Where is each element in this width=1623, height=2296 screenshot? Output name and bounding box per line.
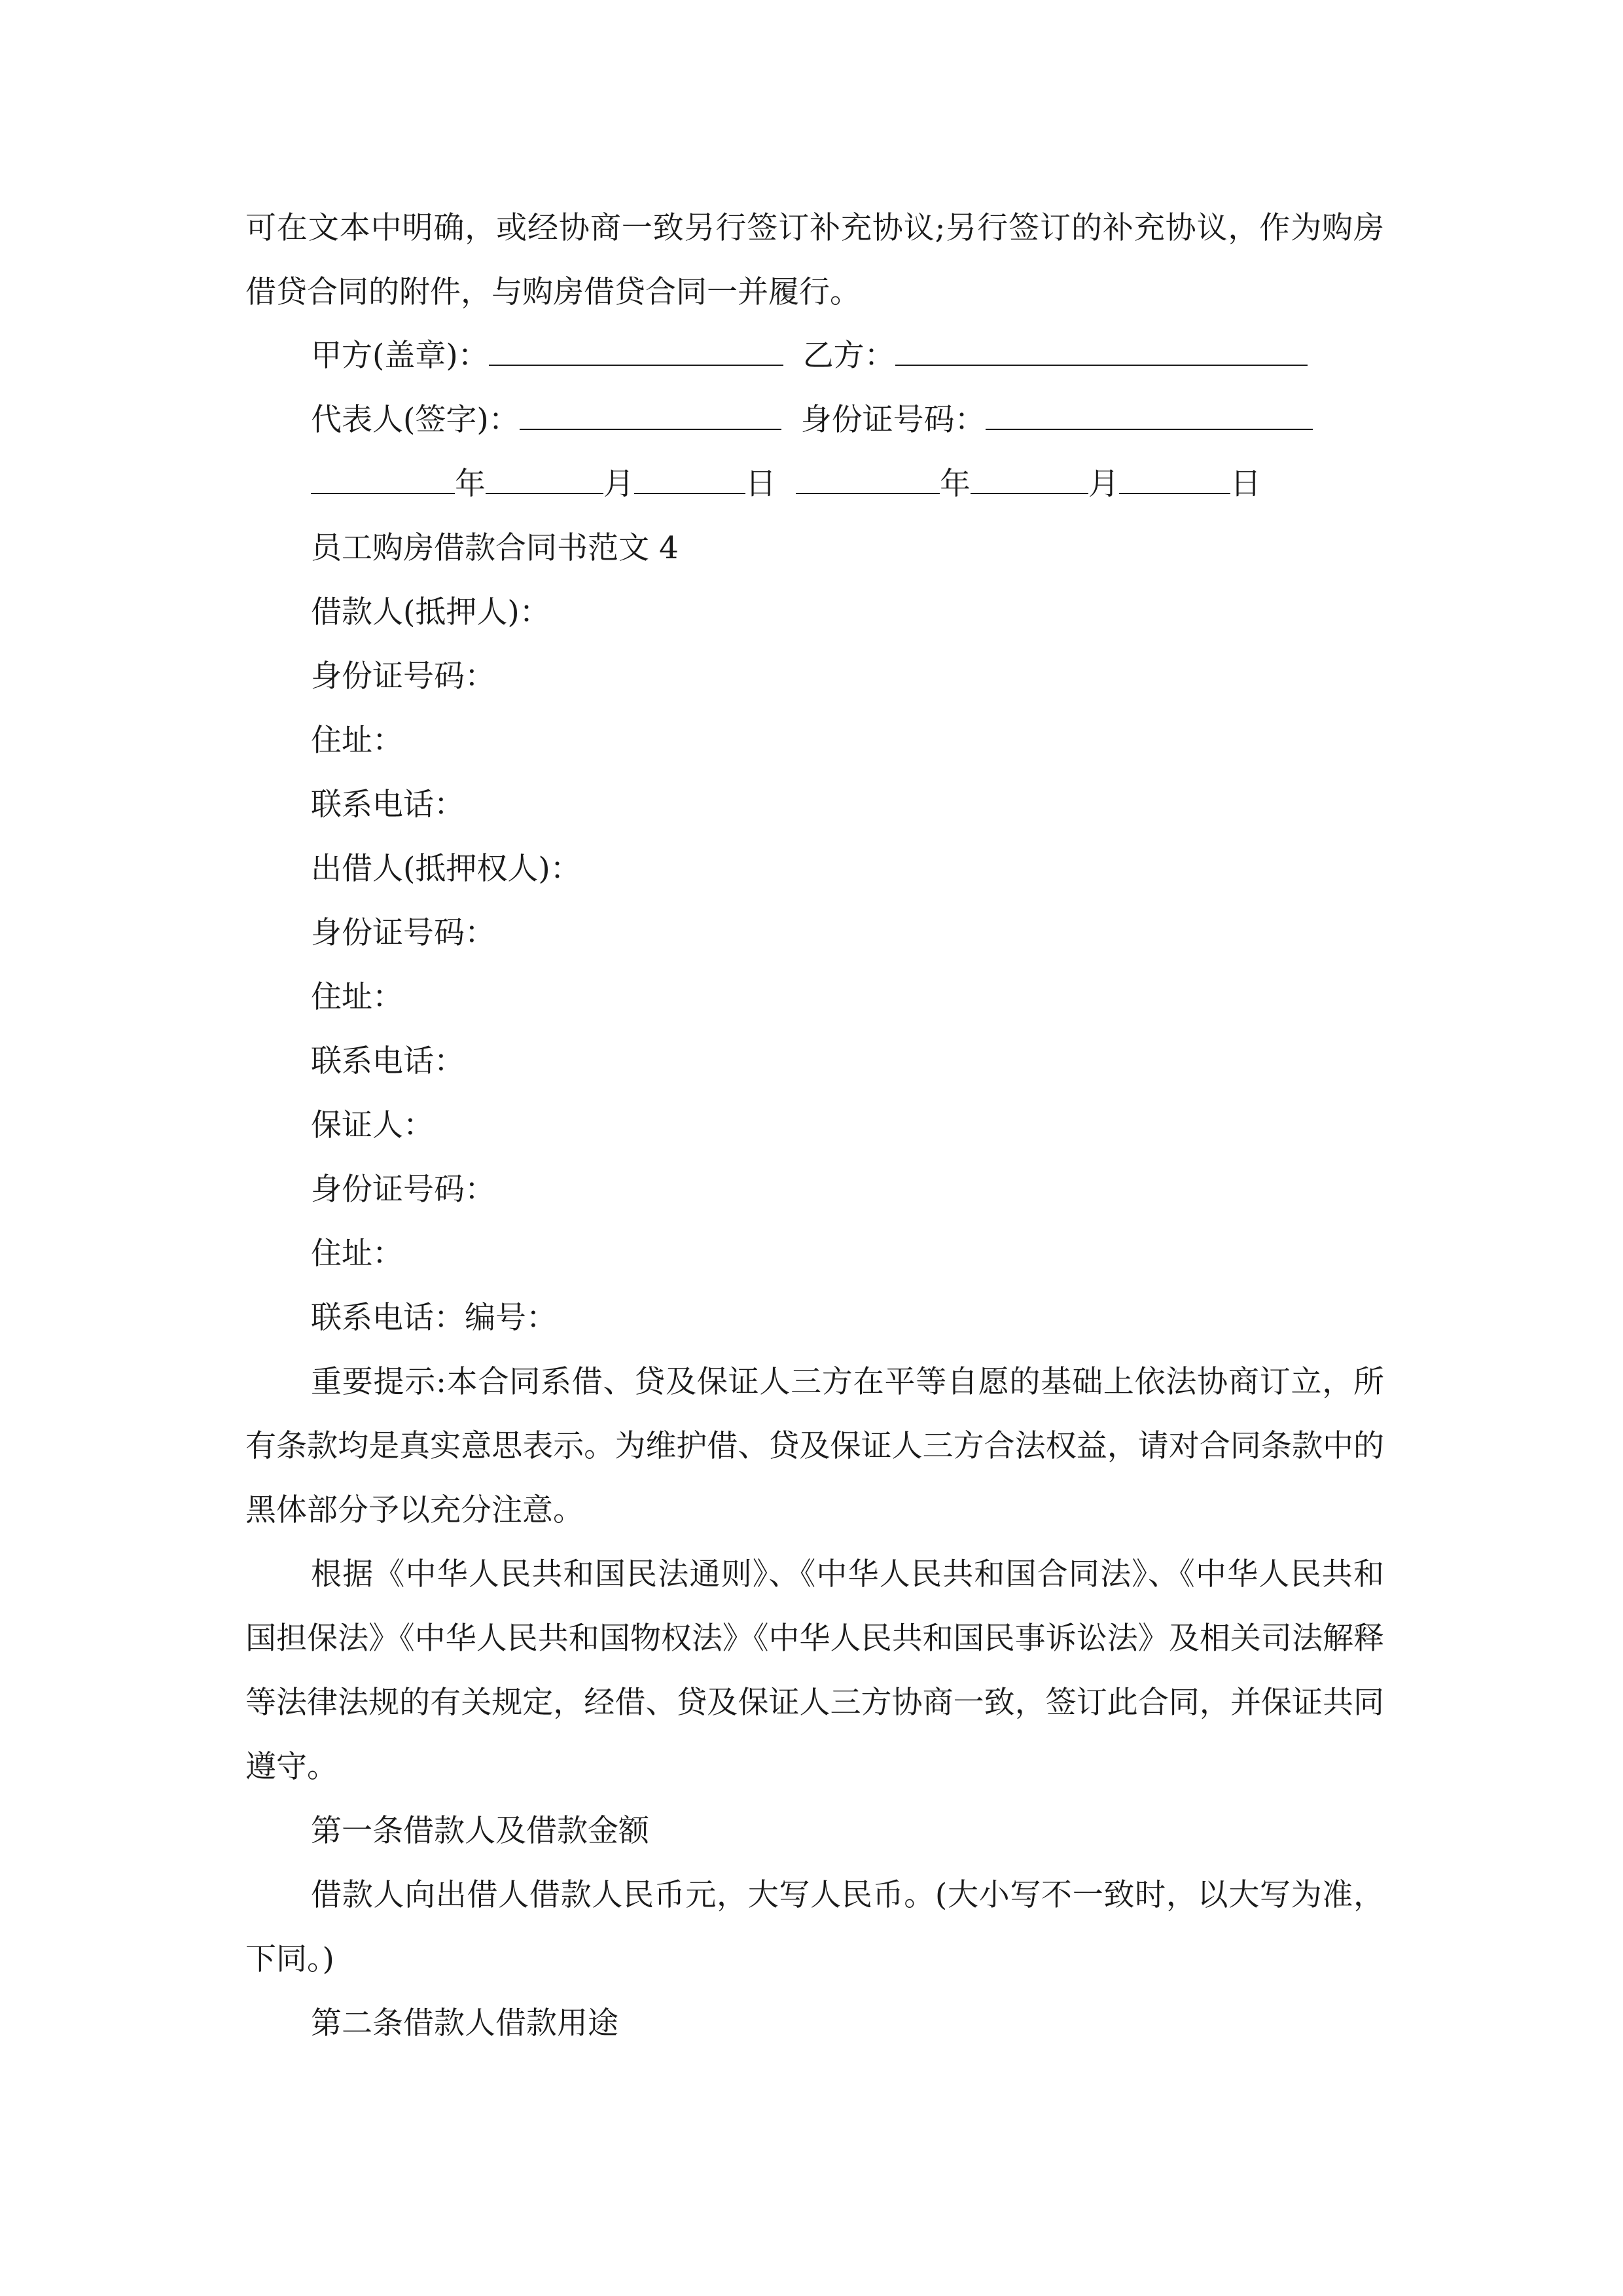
field-borrower: 借款人(抵押人)： (311, 594, 550, 630)
article-1-title: 第一条借款人及借款金额 (311, 1813, 649, 1849)
date-b-year: 年 (940, 466, 971, 502)
id-number-label: 身份证号码： (800, 402, 986, 438)
section-title: 员工购房借款合同书范文 4 (311, 530, 679, 566)
field-lender: 出借人(抵押权人)： (311, 851, 581, 887)
field-guarantor-phone-number: 联系电话：编号： (311, 1300, 557, 1336)
id-number-blank (986, 399, 1313, 430)
signature-row-parties (311, 324, 1308, 388)
date-b-day: 日 (1230, 466, 1261, 502)
date-a-year: 年 (455, 466, 486, 502)
date-b-year-blank (796, 463, 940, 494)
notice-paragraph: 重要提示:本合同系借、贷及保证人三方在平等自愿的基础上依法协商订立，所有条款均是真实意思表示。为维护借、贷及保证人三方合法权益，请对合同条款中的黑体部分予以充分注意。 (245, 1364, 1384, 1528)
party-b-blank (895, 334, 1308, 366)
representative-blank (520, 399, 781, 430)
field-borrower-address: 住址： (311, 723, 403, 759)
article-1-body: 借款人向出借人借款人民币元，大写人民币。(大小写不一致时，以大写为准，下同。) (245, 1877, 1384, 1977)
field-borrower-phone: 联系电话： (311, 787, 465, 823)
field-lender-phone: 联系电话： (311, 1043, 465, 1079)
article-2-title: 第二条借款人借款用途 (311, 2005, 618, 2041)
field-lender-id: 身份证号码： (311, 915, 495, 951)
date-b-day-blank (1119, 463, 1230, 494)
field-borrower-id: 身份证号码： (311, 658, 495, 694)
field-lender-address: 住址： (311, 979, 403, 1015)
date-b-month-blank (971, 463, 1088, 494)
signature-row-dates (311, 452, 1261, 516)
signature-row-representative (311, 388, 1313, 452)
party-a-blank (489, 334, 783, 366)
date-b-month: 月 (1088, 466, 1119, 502)
date-a-day: 日 (745, 466, 776, 502)
date-a-month: 月 (603, 466, 634, 502)
date-a-year-blank (311, 463, 455, 494)
field-guarantor-id: 身份证号码： (311, 1172, 495, 1208)
legal-basis-paragraph: 根据《中华人民共和国民法通则》、《中华人民共和国合同法》、《中华人民共和国担保法》《中华人民共和国物权法》《中华人民共和国民事诉讼法》及相关司法解释等法律法规的有关规定，经借、贷及保证人三方协商一致，签订此合同，并保证共同遵守。 (245, 1556, 1384, 1785)
date-a-month-blank (486, 463, 603, 494)
representative-label: 代表人(签字)： (311, 402, 520, 438)
date-a-day-blank (634, 463, 745, 494)
intro-paragraph: 可在文本中明确，或经协商一致另行签订补充协议;另行签订的补充协议，作为购房借贷合同的附件，与购房借贷合同一并履行。 (245, 210, 1384, 310)
party-a-label: 甲方(盖章)： (311, 338, 489, 374)
field-guarantor: 保证人： (311, 1107, 434, 1143)
party-b-label: 乙方： (802, 338, 895, 374)
field-guarantor-address: 住址： (311, 1236, 403, 1272)
